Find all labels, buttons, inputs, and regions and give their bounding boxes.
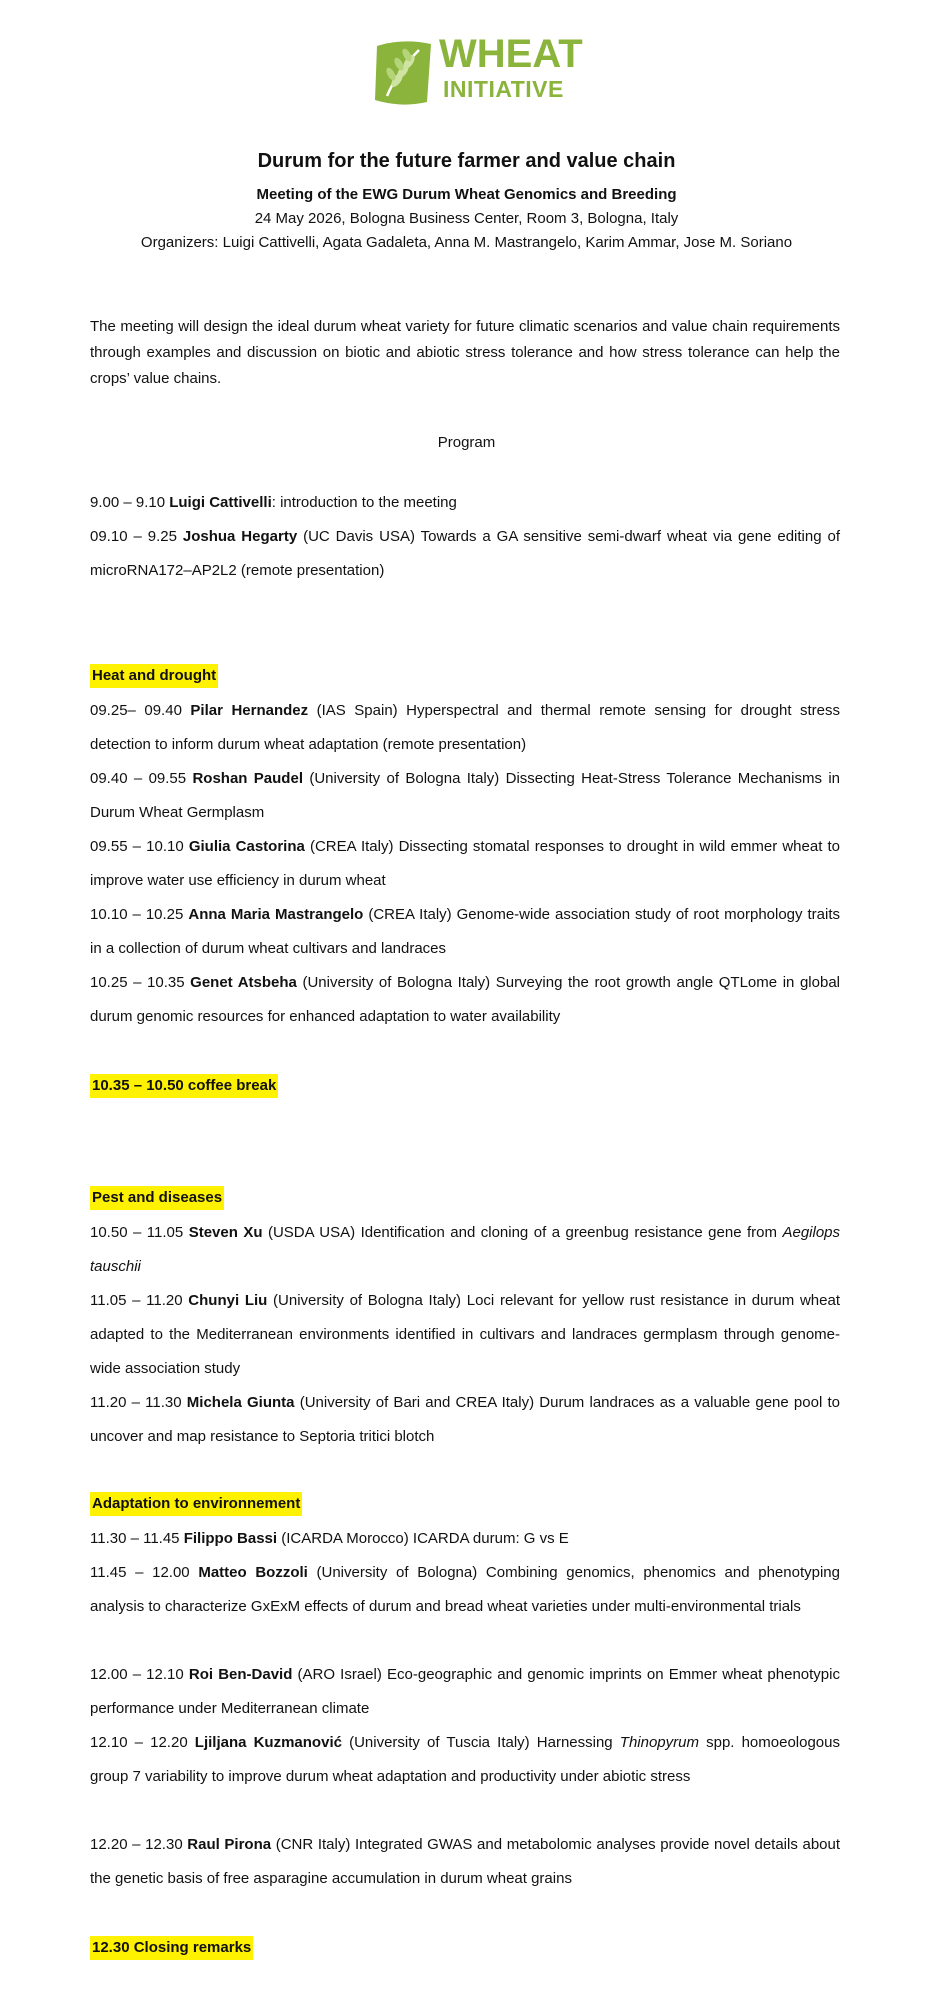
entry-title-italic: Thinopyrum (619, 1734, 699, 1751)
organizers-line: Organizers: Luigi Cattivelli, Agata Gadaleta, Anna M. Mastrangelo, Karim Ammar, Jose M. Soriano (140, 234, 793, 251)
entry-title-italic: Aegilops tauschii (90, 1224, 841, 1275)
entry-time: 10.10 – 10.25 (90, 906, 189, 923)
entry-speaker: Genet Atsbeha (190, 974, 297, 991)
entry-title: Integrated GWAS and metabolomic analyses provide novel details about the genetic basis of free asparagine accumulation in durum wheat grains (90, 1836, 841, 1887)
entry-affiliation: (University of Bologna) (307, 1564, 486, 1581)
entry-affiliation: (UC Davis USA) (297, 528, 421, 545)
program-entry (90, 520, 840, 588)
entry-affiliation: (University of Bari and CREA Italy) (294, 1394, 540, 1411)
closing-remarks: 12.30 Closing remarks (90, 1936, 253, 1960)
entry-affiliation: (University of Bologna Italy) (302, 770, 506, 787)
entry-time: 12.10 – 12.20 (90, 1734, 195, 1751)
entry-affiliation: (University of Bologna Italy) (296, 974, 496, 991)
program-entry (90, 1284, 840, 1386)
entry-affiliation: (CNR Italy) (271, 1836, 355, 1853)
entry-affiliation: (University of Bologna Italy) (267, 1292, 467, 1309)
entry-title: Identification and cloning of a greenbug resistance gene from (360, 1224, 783, 1241)
entry-time: 11.20 – 11.30 (90, 1394, 187, 1411)
entry-time: 11.45 – 12.00 (90, 1564, 199, 1581)
entry-time: 10.50 – 11.05 (90, 1224, 189, 1241)
program-entry (90, 486, 840, 520)
program-entry (90, 1216, 840, 1284)
coffee-break: 10.35 – 10.50 coffee break (90, 1074, 278, 1098)
entry-title: Loci relevant for yellow rust resistance in durum wheat adapted to the Mediterranean environments identified in cultivars and landraces germplasm through genome-wide association study (90, 1292, 840, 1377)
entry-time: 09.55 – 10.10 (90, 838, 189, 855)
entry-title: Combining genomics, phenomics and phenotyping analysis to characterize GxExM effects of durum and bread wheat varieties under multi-environmental trials (90, 1564, 840, 1615)
entry-affiliation: (ARO Israel) (292, 1666, 388, 1683)
program-entry (90, 1386, 840, 1454)
logo-text-wheat: WHEAT (439, 32, 583, 76)
entry-time: 12.00 – 12.10 (90, 1666, 189, 1683)
entry-affiliation: (University of Tuscia Italy) (341, 1734, 537, 1751)
program-entry (90, 1556, 840, 1624)
entry-time: 10.25 – 10.35 (90, 974, 191, 991)
entry-affiliation: (CREA Italy) (363, 906, 457, 923)
entry-title: Eco-geographic and genomic imprints on Emmer wheat phenotypic performance under Mediterranean climate (90, 1666, 840, 1717)
entry-time: 11.05 – 11.20 (90, 1292, 189, 1309)
entry-time: 9.00 – 9.10 (90, 494, 170, 511)
program-entry (90, 1658, 840, 1726)
program-entry (90, 1828, 840, 1896)
session-heading-adaptation: Adaptation to environnement (90, 1492, 302, 1516)
entry-speaker: Matteo Bozzoli (198, 1564, 308, 1581)
entry-title: Towards a GA sensitive semi-dwarf wheat via gene editing of microRNA172–AP2L2 (remote presentation) (90, 528, 840, 579)
entry-speaker: Ljiljana Kuzmanović (194, 1734, 342, 1751)
page-title: Durum for the future farmer and value chain (257, 150, 676, 172)
entry-title: Surveying the root growth angle QTLome in global durum genomic resources for enhanced adaptation to water availability (90, 974, 840, 1025)
program-entry (90, 966, 840, 1034)
logo-text-initiative: INITIATIVE (443, 76, 564, 102)
program-entry (90, 762, 840, 830)
entry-speaker: Raul Pirona (187, 1836, 272, 1853)
entry-title: spp. homoeologous group 7 variability to improve durum wheat adaptation and productivity under abiotic stress (90, 1734, 840, 1785)
program-entry (90, 1522, 840, 1556)
entry-title: : introduction to the meeting (271, 494, 457, 511)
entry-time: 09.10 – 9.25 (90, 528, 183, 545)
entry-title: Hyperspectral and thermal remote sensing for drought stress detection to inform durum wheat adaptation (remote presentation) (90, 702, 840, 753)
entry-speaker: Luigi Cattivelli (169, 494, 272, 511)
entry-speaker: Giulia Castorina (188, 838, 305, 855)
program-entry (90, 830, 840, 898)
entry-speaker: Roi Ben-David (188, 1666, 293, 1683)
entry-time: 11.30 – 11.45 (90, 1530, 184, 1547)
entry-time: 09.25– 09.40 (90, 702, 191, 719)
program-entry (90, 1726, 840, 1794)
entry-affiliation: (USDA USA) (262, 1224, 361, 1241)
wheat-leaf-icon (373, 38, 435, 108)
entry-speaker: Michela Giunta (186, 1394, 295, 1411)
wheat-initiative-logo (373, 32, 583, 110)
entry-time: 09.40 – 09.55 (90, 770, 193, 787)
entry-title: Dissecting stomatal responses to drought in wild emmer wheat to improve water use efficiency in durum wheat (90, 838, 841, 889)
entry-title: Harnessing (536, 1734, 620, 1751)
entry-time: 12.20 – 12.30 (90, 1836, 188, 1853)
program-entry (90, 694, 840, 762)
meeting-date-venue: 24 May 2026, Bologna Business Center, Room 3, Bologna, Italy (254, 210, 679, 227)
entry-affiliation: (IAS Spain) (308, 702, 407, 719)
entry-title: Dissecting Heat-Stress Tolerance Mechanisms in Durum Wheat Germplasm (90, 770, 840, 821)
entry-affiliation: (ICARDA Morocco) (277, 1530, 413, 1547)
session-heading-pest-diseases: Pest and diseases (90, 1186, 224, 1210)
entry-title: Genome-wide association study of root morphology traits in a collection of durum wheat cultivars and landraces (90, 906, 841, 957)
program-heading: Program (437, 434, 496, 451)
program-entry (90, 898, 840, 966)
entry-speaker: Anna Maria Mastrangelo (188, 906, 364, 923)
entry-speaker: Filippo Bassi (183, 1530, 278, 1547)
entry-title: ICARDA durum: G vs E (412, 1530, 569, 1547)
entry-title: Durum landraces as a valuable gene pool to uncover and map resistance to Septoria tritici blotch (90, 1394, 840, 1445)
session-heading-heat-drought: Heat and drought (90, 664, 218, 688)
intro-paragraph: The meeting will design the ideal durum wheat variety for future climatic scenarios and value chain requirements through examples and discussion on biotic and abiotic stress tolerance and how stress tolerance can help the crops’ value chains. (90, 318, 840, 387)
entry-speaker: Roshan Paudel (192, 770, 303, 787)
entry-speaker: Chunyi Liu (188, 1292, 268, 1309)
entry-speaker: Pilar Hernandez (190, 702, 309, 719)
entry-speaker: Joshua Hegarty (182, 528, 298, 545)
meeting-subtitle: Meeting of the EWG Durum Wheat Genomics and Breeding (256, 186, 677, 203)
entry-speaker: Steven Xu (188, 1224, 263, 1241)
entry-affiliation: (CREA Italy) (304, 838, 399, 855)
